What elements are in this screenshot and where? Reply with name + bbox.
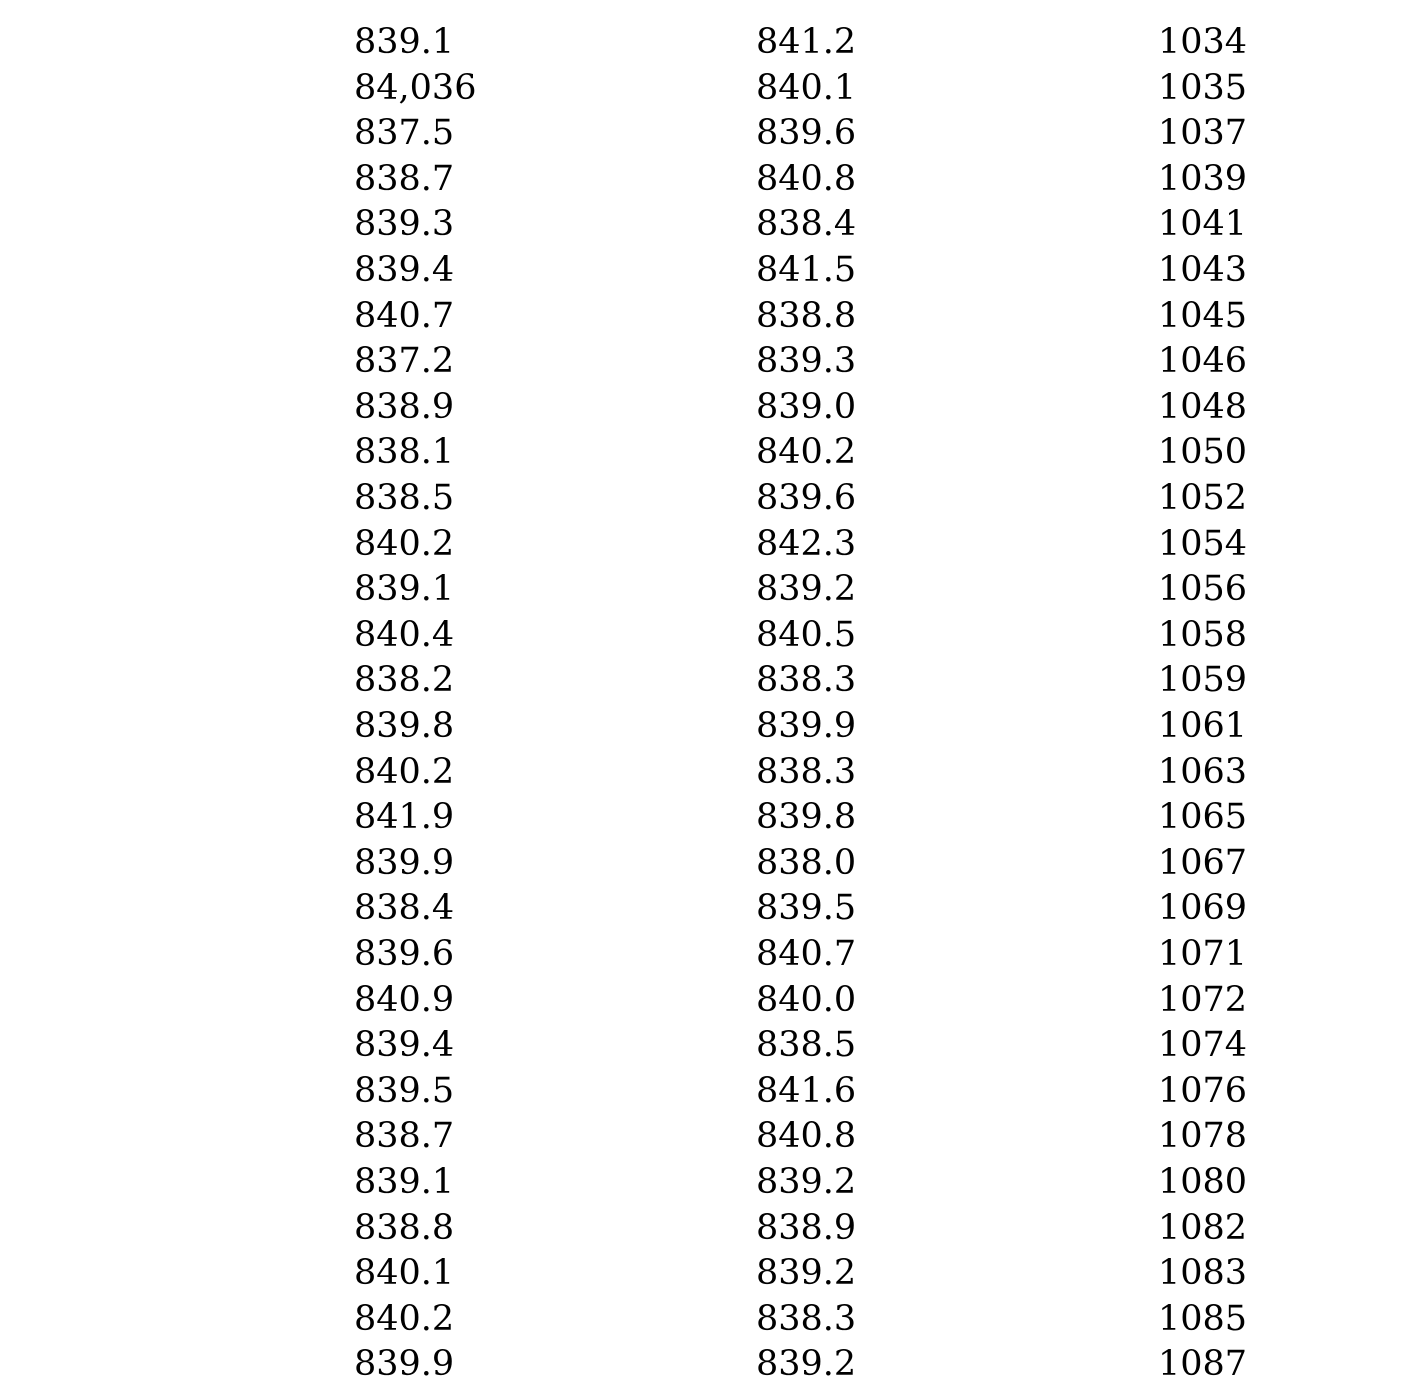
table-cell-col3: 1048 <box>1158 386 1248 427</box>
table-cell-col1: 840.2 <box>354 1298 455 1339</box>
table-cell-col3: 1085 <box>1158 1298 1248 1339</box>
table-cell-col2: 840.8 <box>756 158 857 199</box>
table-row <box>0 201 1425 247</box>
table-cell-col2: 839.5 <box>756 888 857 929</box>
table-cell-col2: 839.0 <box>756 386 857 427</box>
table-row <box>0 156 1425 202</box>
table-cell-col1: 840.9 <box>354 979 455 1020</box>
table-cell-col1: 838.1 <box>354 432 455 473</box>
table-cell-col1: 84,036 <box>354 67 477 108</box>
table-cell-col3: 1087 <box>1158 1344 1248 1385</box>
table-row <box>0 65 1425 111</box>
table-cell-col3: 1037 <box>1158 113 1248 154</box>
table-row <box>0 338 1425 384</box>
table-row <box>0 749 1425 795</box>
table-cell-col3: 1035 <box>1158 67 1248 108</box>
table-cell-col3: 1050 <box>1158 432 1248 473</box>
table-cell-col3: 1059 <box>1158 660 1248 701</box>
table-cell-col2: 840.2 <box>756 432 857 473</box>
table-cell-col2: 839.6 <box>756 478 857 518</box>
table-cell-col3: 1058 <box>1158 614 1248 655</box>
table-row <box>0 247 1425 293</box>
table-cell-col3: 1080 <box>1158 1162 1248 1202</box>
table-row <box>0 657 1425 703</box>
table-cell-col3: 1054 <box>1158 523 1248 564</box>
table-cell-col3: 1043 <box>1158 250 1248 290</box>
table-cell-col2: 838.9 <box>756 1207 857 1248</box>
table-cell-col2: 841.2 <box>756 22 857 62</box>
table-row <box>0 566 1425 612</box>
table-cell-col2: 838.3 <box>756 660 857 701</box>
table-row <box>0 1250 1425 1296</box>
table-cell-col2: 838.0 <box>756 842 857 883</box>
table-cell-col2: 840.8 <box>756 1116 857 1157</box>
table-cell-col1: 838.2 <box>354 660 455 701</box>
table-row <box>0 429 1425 475</box>
table-cell-col1: 838.8 <box>354 1207 455 1248</box>
table-row <box>0 612 1425 658</box>
table-cell-col3: 1034 <box>1158 22 1248 62</box>
table-row <box>0 19 1425 65</box>
table-cell-col1: 839.1 <box>354 1162 455 1202</box>
table-cell-col2: 838.4 <box>756 204 857 245</box>
table-row <box>0 977 1425 1023</box>
table-cell-col3: 1063 <box>1158 751 1248 792</box>
table-row <box>0 794 1425 840</box>
table-cell-col1: 840.1 <box>354 1253 455 1294</box>
table-row <box>0 1205 1425 1251</box>
table-row <box>0 931 1425 977</box>
table-cell-col3: 1071 <box>1158 934 1248 974</box>
table-cell-col3: 1052 <box>1158 478 1248 518</box>
table-cell-col2: 840.5 <box>756 614 857 655</box>
table-cell-col1: 839.1 <box>354 569 455 610</box>
table-cell-col2: 842.3 <box>756 523 857 564</box>
table-cell-col2: 838.8 <box>756 295 857 336</box>
table-cell-col2: 840.1 <box>756 67 857 108</box>
table-cell-col2: 839.3 <box>756 341 857 382</box>
table-cell-col3: 1039 <box>1158 158 1248 199</box>
table-cell-col3: 1074 <box>1158 1025 1248 1066</box>
table-row <box>0 885 1425 931</box>
table-row <box>0 1296 1425 1342</box>
table-row <box>0 1341 1425 1387</box>
table-row <box>0 840 1425 886</box>
table-cell-col2: 838.5 <box>756 1025 857 1066</box>
table-row <box>0 475 1425 521</box>
table-cell-col1: 839.8 <box>354 706 455 746</box>
table-cell-col2: 839.9 <box>756 706 857 746</box>
table-row <box>0 110 1425 156</box>
table-cell-col2: 838.3 <box>756 751 857 792</box>
table-cell-col3: 1061 <box>1158 706 1248 746</box>
table-cell-col1: 840.4 <box>354 614 455 655</box>
table-cell-col2: 838.3 <box>756 1298 857 1339</box>
table-cell-col3: 1067 <box>1158 842 1248 883</box>
table-cell-col2: 841.5 <box>756 250 857 290</box>
table-row <box>0 521 1425 567</box>
table-cell-col2: 839.6 <box>756 113 857 154</box>
table-row <box>0 384 1425 430</box>
table-cell-col1: 839.9 <box>354 1344 455 1385</box>
table-cell-col1: 839.4 <box>354 1025 455 1066</box>
table-cell-col3: 1045 <box>1158 295 1248 336</box>
table-cell-col1: 840.2 <box>354 751 455 792</box>
table-cell-col2: 839.2 <box>756 1253 857 1294</box>
table-cell-col1: 840.7 <box>354 295 455 336</box>
table-cell-col3: 1065 <box>1158 797 1248 838</box>
table-cell-col2: 840.7 <box>756 934 857 974</box>
table-cell-col3: 1069 <box>1158 888 1248 929</box>
table-cell-col1: 839.6 <box>354 934 455 974</box>
table-cell-col1: 839.1 <box>354 22 455 62</box>
table-cell-col3: 1046 <box>1158 341 1248 382</box>
table-cell-col3: 1041 <box>1158 204 1248 245</box>
table-cell-col2: 839.2 <box>756 1344 857 1385</box>
table-cell-col1: 838.9 <box>354 386 455 427</box>
table-cell-col1: 839.5 <box>354 1070 455 1111</box>
table-cell-col1: 838.7 <box>354 158 455 199</box>
table-cell-col1: 837.2 <box>354 341 455 382</box>
table-row <box>0 1068 1425 1114</box>
table-cell-col1: 839.4 <box>354 250 455 290</box>
table-cell-col3: 1072 <box>1158 979 1248 1020</box>
table-cell-col2: 841.6 <box>756 1070 857 1111</box>
table-cell-col3: 1082 <box>1158 1207 1248 1248</box>
table-cell-col1: 840.2 <box>354 523 455 564</box>
table-row <box>0 293 1425 339</box>
table-cell-col2: 839.8 <box>756 797 857 838</box>
table-row <box>0 1159 1425 1205</box>
table-cell-col1: 839.3 <box>354 204 455 245</box>
table-cell-col1: 839.9 <box>354 842 455 883</box>
table-cell-col1: 841.9 <box>354 797 455 838</box>
table-cell-col1: 837.5 <box>354 113 455 154</box>
table-cell-col1: 838.7 <box>354 1116 455 1157</box>
table-cell-col2: 839.2 <box>756 569 857 610</box>
table-cell-col3: 1056 <box>1158 569 1248 610</box>
table-cell-col2: 839.2 <box>756 1162 857 1202</box>
table-cell-col1: 838.4 <box>354 888 455 929</box>
table-cell-col3: 1076 <box>1158 1070 1248 1111</box>
table-cell-col3: 1083 <box>1158 1253 1248 1294</box>
table-row <box>0 1022 1425 1068</box>
table-row <box>0 1113 1425 1159</box>
table-cell-col1: 838.5 <box>354 478 455 518</box>
table-cell-col2: 840.0 <box>756 979 857 1020</box>
table-cell-col3: 1078 <box>1158 1116 1248 1157</box>
table-row <box>0 703 1425 749</box>
